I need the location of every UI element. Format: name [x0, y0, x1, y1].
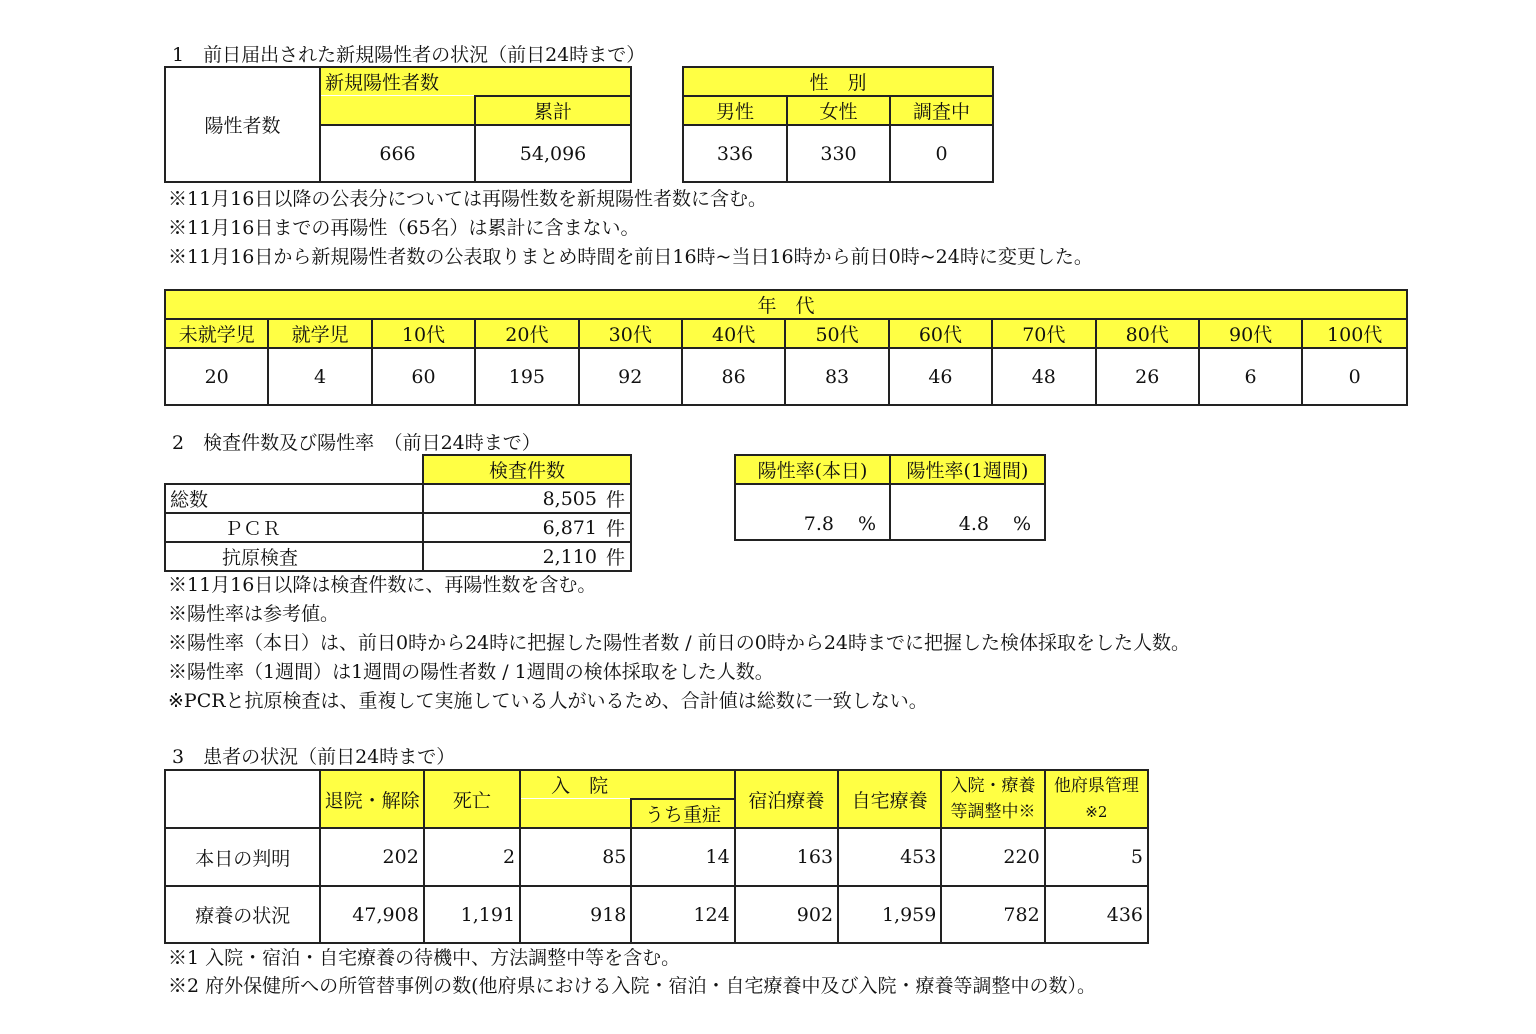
- new-positives-header-spacer: [320, 96, 475, 125]
- section1-heading: 1 前日届出された新規陽性者の状況（前日24時まで）: [172, 44, 646, 66]
- tests-row-label: 総数: [165, 484, 423, 513]
- age-header: 年 代: [165, 290, 1407, 319]
- hospitalized-header-spacer: [520, 799, 631, 828]
- discharged-header: 退院・解除: [320, 770, 423, 828]
- tests-row-value: 6,871: [423, 513, 601, 542]
- new-positives-header: 新規陽性者数: [320, 67, 631, 96]
- tests-unit: 件: [601, 542, 631, 571]
- female-value: 330: [787, 125, 890, 182]
- age-label: 就学児: [268, 319, 371, 348]
- age-value: 92: [579, 348, 682, 405]
- s2-note-2: ※陽性率は参考値。: [168, 603, 340, 625]
- age-label: 80代: [1096, 319, 1199, 348]
- age-value: 0: [1302, 348, 1407, 405]
- age-label: 60代: [889, 319, 992, 348]
- rate-week-cell: [890, 484, 1045, 540]
- tests-row-value: 8,505: [423, 484, 601, 513]
- cumulative-value: 54,096: [475, 125, 631, 182]
- age-table: [164, 289, 1408, 406]
- adjusting-header: [941, 770, 1044, 828]
- pending-value: 0: [890, 125, 993, 182]
- rate-today-label: 陽性率(本日): [735, 455, 890, 484]
- age-value: 83: [785, 348, 888, 405]
- tests-row-label: 抗原検査: [165, 542, 423, 571]
- age-label: 50代: [785, 319, 888, 348]
- adjusting-header-line2: 等調整中※: [950, 802, 1036, 822]
- s2-note-1: ※11月16日以降は検査件数に、再陽性数を含む。: [168, 574, 597, 596]
- cumulative-header: 累計: [475, 96, 631, 125]
- age-value: 195: [475, 348, 578, 405]
- patients-cell: 47,908: [320, 886, 423, 943]
- adjusting-header-line1: 入院・療養: [950, 776, 1036, 796]
- s2-note-5: ※PCRと抗原検査は、重複して実施している人がいるため、合計値は総数に一致しない。: [168, 690, 928, 712]
- tests-unit: 件: [601, 484, 631, 513]
- positives-row-label: 陽性者数: [165, 67, 320, 182]
- other-pref-header: [1045, 770, 1148, 828]
- patients-cell: 5: [1045, 828, 1148, 886]
- new-positives-table: [164, 66, 632, 183]
- tests-row-label: ＰＣＲ: [165, 513, 423, 542]
- patients-cell: 202: [320, 828, 423, 886]
- patients-cell: 220: [941, 828, 1044, 886]
- pending-label: 調査中: [890, 96, 993, 125]
- tests-unit: 件: [601, 513, 631, 542]
- patients-corner: [165, 770, 320, 828]
- age-label: 10代: [372, 319, 475, 348]
- patients-cell: 14: [631, 828, 734, 886]
- s2-note-3: ※陽性率（本日）は、前日0時から24時に把握した陽性者数 / 前日の0時から24時までに把握した検体採取をした人数。: [168, 632, 1191, 654]
- patients-cell: 782: [941, 886, 1044, 943]
- patients-row-label: 本日の判明: [165, 828, 320, 886]
- age-label: 70代: [992, 319, 1095, 348]
- age-value: 48: [992, 348, 1095, 405]
- s1-note-3: ※11月16日から新規陽性者数の公表取りまとめ時間を前日16時~当日16時から前日0時~24時に変更した。: [168, 246, 1093, 268]
- other-pref-header-line2: ※2: [1085, 803, 1108, 821]
- female-label: 女性: [787, 96, 890, 125]
- patients-cell: 1,191: [424, 886, 520, 943]
- age-label: 90代: [1199, 319, 1302, 348]
- rate-week-label: 陽性率(1週間): [890, 455, 1045, 484]
- s3-note-2: ※2 府外保健所への所管替事例の数(他府県における入院・宿泊・自宅療養中及び入院・療養等調整中の数）。: [168, 975, 1097, 997]
- s2-note-4: ※陽性率（1週間）は1週間の陽性者数 / 1週間の検体採取をした人数。: [168, 661, 774, 683]
- hospitalized-header: 入 院: [520, 770, 735, 799]
- age-label: 30代: [579, 319, 682, 348]
- patients-cell: 1,959: [838, 886, 941, 943]
- tests-row-value: 2,110: [423, 542, 601, 571]
- rate-unit: %: [857, 513, 876, 535]
- patients-cell: 918: [520, 886, 631, 943]
- age-label: 未就学児: [165, 319, 268, 348]
- age-value: 6: [1199, 348, 1302, 405]
- patients-cell: 436: [1045, 886, 1148, 943]
- patients-table: [164, 769, 1149, 944]
- section2-heading: 2 検査件数及び陽性率 （前日24時まで）: [172, 432, 541, 454]
- age-value: 60: [372, 348, 475, 405]
- s1-note-2: ※11月16日までの再陽性（65名）は累計に含まない。: [168, 217, 640, 239]
- age-value: 20: [165, 348, 268, 405]
- patients-cell: 2: [424, 828, 520, 886]
- male-label: 男性: [683, 96, 787, 125]
- s1-note-1: ※11月16日以降の公表分については再陽性数を新規陽性者数に含む。: [168, 188, 767, 210]
- s3-note-1: ※1 入院・宿泊・自宅療養の待機中、方法調整中等を含む。: [168, 947, 681, 969]
- positivity-table: [734, 454, 1046, 541]
- home-header: 自宅療養: [838, 770, 941, 828]
- deaths-header: 死亡: [424, 770, 520, 828]
- age-value: 46: [889, 348, 992, 405]
- age-label: 40代: [682, 319, 785, 348]
- tests-table: [164, 454, 632, 572]
- gender-table: [682, 66, 994, 183]
- patients-cell: 453: [838, 828, 941, 886]
- age-value: 4: [268, 348, 371, 405]
- age-label: 100代: [1302, 319, 1407, 348]
- other-pref-header-line1: 他府県管理: [1053, 776, 1139, 796]
- rate-today-cell: [735, 484, 890, 540]
- patients-row-label: 療養の状況: [165, 886, 320, 943]
- severe-header: うち重症: [631, 799, 734, 828]
- age-label: 20代: [475, 319, 578, 348]
- male-value: 336: [683, 125, 787, 182]
- section3-heading: 3 患者の状況（前日24時まで）: [172, 746, 456, 768]
- rate-week-value: 4.8: [958, 513, 989, 535]
- new-positives-value: 666: [320, 125, 475, 182]
- rate-today-value: 7.8: [803, 513, 834, 535]
- age-value: 86: [682, 348, 785, 405]
- rate-unit: %: [1012, 513, 1031, 535]
- patients-cell: 85: [520, 828, 631, 886]
- tests-header-blank: [165, 455, 423, 484]
- tests-header: 検査件数: [423, 455, 631, 484]
- gender-header: 性 別: [683, 67, 993, 96]
- patients-cell: 902: [735, 886, 838, 943]
- age-value: 26: [1096, 348, 1199, 405]
- patients-cell: 163: [735, 828, 838, 886]
- patients-cell: 124: [631, 886, 734, 943]
- lodging-header: 宿泊療養: [735, 770, 838, 828]
